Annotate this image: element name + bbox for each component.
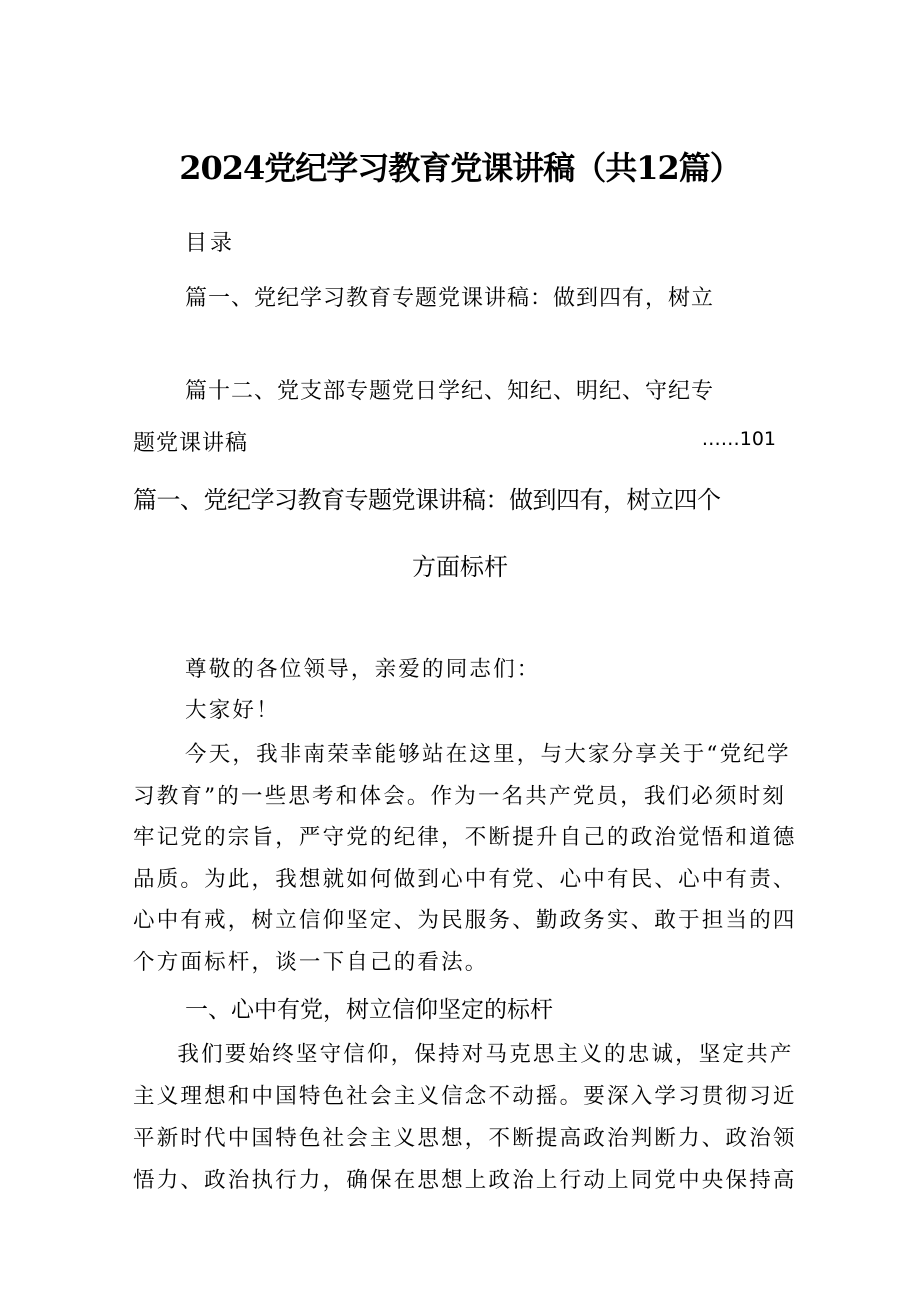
toc-entry-1[interactable]: 篇一、党纪学习教育专题党课讲稿：做到四有，树立 (185, 286, 715, 311)
paragraph-line: 平新时代中国特色社会主义思想，不断提高政治判断力、政治领 (133, 1126, 797, 1151)
paragraph-line: 今天，我非南荣幸能够站在这里，与大家分享关于“党纪学 (185, 742, 791, 767)
paragraph-line: 我们要始终坚守信仰，保持对马克思主义的忠诚，坚定共产 (130, 1042, 794, 1067)
paragraph-line: 个方面标杆，谈一下自己的看法。 (133, 949, 489, 975)
greeting: 尊敬的各位领导，亲爱的同志们： (185, 657, 541, 682)
document-title: 2024党纪学习教育党课讲稿（共12篇） (179, 149, 741, 187)
paragraph-line: 悟力、政治执行力，确保在思想上政治上行动上同党中央保持高 (133, 1168, 797, 1193)
paragraph-line: 习教育”的一些思考和体会。作为一名共产党员，我们必须时刻 (133, 783, 787, 809)
paragraph-intro (133, 734, 797, 983)
paragraph-line: 品质。为此，我想就如何做到心中有党、心中有民、心中有责、 (133, 866, 797, 892)
subheading-1: 一、心中有党，树立信仰坚定的标杆 (185, 997, 553, 1023)
paragraph-line: 心中有戒，树立信仰坚定、为民服务、勤政务实、敢于担当的四 (133, 908, 797, 933)
section-title-line1: 篇一、党纪学习教育专题党课讲稿：做到四有，树立四个 (133, 486, 721, 514)
toc-entry-12-page-number: ……101 (701, 428, 776, 450)
paragraph-section-1 (130, 1034, 797, 1202)
paragraph-line: 牢记党的宗旨，严守党的纪律，不断提升自己的政治觉悟和道德 (133, 825, 797, 850)
section-title-line2: 方面标杆 (412, 553, 508, 581)
toc-entry-12-line2[interactable]: 题党课讲稿 (133, 431, 249, 456)
toc-entry-12-line1[interactable]: 篇十二、党支部专题党日学纪、知纪、明纪、守纪专 (185, 379, 715, 404)
hello-line: 大家好！ (185, 698, 280, 723)
toc-label: 目录 (185, 231, 236, 256)
paragraph-line: 主义理想和中国特色社会主义信念不动摇。要深入学习贯彻习近 (133, 1084, 797, 1109)
